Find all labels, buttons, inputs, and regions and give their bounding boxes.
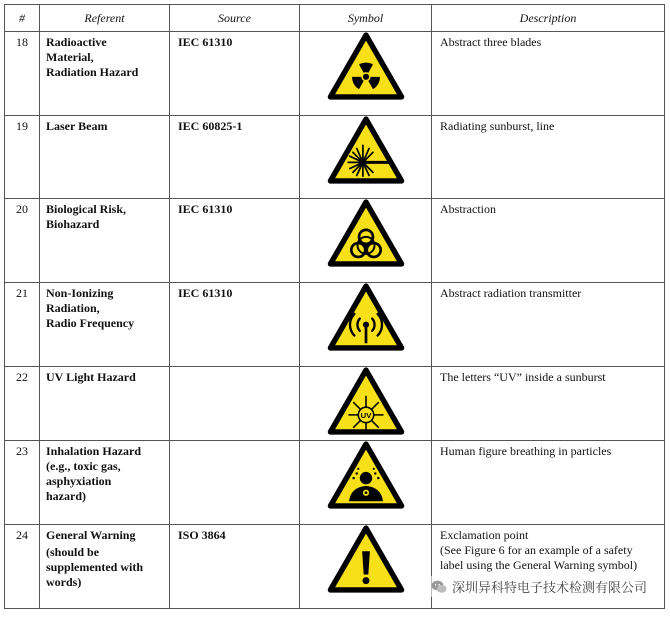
referent-cell bbox=[40, 367, 170, 441]
row-number: 20 bbox=[5, 199, 40, 283]
non-ionizing-radiation-icon bbox=[327, 283, 405, 351]
biohazard-icon bbox=[327, 199, 405, 267]
referent-line: UV Light Hazard bbox=[46, 370, 136, 384]
referent-line: Radio Frequency bbox=[46, 316, 135, 330]
referent-line: Laser Beam bbox=[46, 119, 108, 133]
header-description: Description bbox=[432, 5, 665, 32]
referent-line: hazard) bbox=[46, 489, 86, 503]
inhalation-hazard-icon bbox=[327, 441, 405, 509]
description-cell: Abstraction bbox=[432, 199, 665, 283]
header-num: # bbox=[5, 5, 40, 32]
description-cell: Radiating sunburst, line bbox=[432, 116, 665, 199]
symbol-cell bbox=[300, 283, 432, 367]
symbol-cell bbox=[300, 525, 432, 609]
radiation-trefoil-icon bbox=[327, 32, 405, 100]
table-row bbox=[5, 367, 665, 441]
referent-cell bbox=[40, 283, 170, 367]
header-referent: Referent bbox=[40, 5, 170, 32]
referent-line: Radioactive bbox=[46, 35, 107, 49]
row-number: 24 bbox=[5, 525, 40, 609]
referent-line: Biohazard bbox=[46, 217, 100, 231]
source-cell bbox=[170, 441, 300, 525]
referent-cell bbox=[40, 116, 170, 199]
source-cell: IEC 61310 bbox=[170, 32, 300, 116]
laser-beam-icon bbox=[327, 116, 405, 184]
hazard-symbol-table bbox=[4, 4, 665, 609]
description-note: (See Figure 6 for an example of a safety label using the General Warning symbol) bbox=[440, 543, 638, 572]
row-number: 21 bbox=[5, 283, 40, 367]
row-number: 23 bbox=[5, 441, 40, 525]
symbol-cell bbox=[300, 32, 432, 116]
source-cell: IEC 61310 bbox=[170, 199, 300, 283]
referent-cell bbox=[40, 525, 170, 609]
table-row bbox=[5, 116, 665, 199]
row-number: 19 bbox=[5, 116, 40, 199]
symbol-cell bbox=[300, 441, 432, 525]
referent-line: (e.g., toxic gas, bbox=[46, 459, 121, 473]
description-cell: Abstract three blades bbox=[432, 32, 665, 116]
referent-note: (should be supplemented with words) bbox=[46, 545, 144, 589]
table-row bbox=[5, 283, 665, 367]
description-text: Exclamation point bbox=[440, 528, 529, 542]
wechat-icon bbox=[430, 578, 448, 596]
referent-line: Material, bbox=[46, 50, 94, 64]
source-cell: IEC 60825-1 bbox=[170, 116, 300, 199]
row-number: 18 bbox=[5, 32, 40, 116]
table-row bbox=[5, 32, 665, 116]
header-source: Source bbox=[170, 5, 300, 32]
watermark bbox=[427, 576, 650, 597]
description-cell: Abstract radiation transmitter bbox=[432, 283, 665, 367]
referent-line: Inhalation Hazard bbox=[46, 444, 142, 458]
header-symbol: Symbol bbox=[300, 5, 432, 32]
symbol-cell bbox=[300, 367, 432, 441]
referent-line: Radiation, bbox=[46, 301, 100, 315]
referent-cell bbox=[40, 441, 170, 525]
referent-line: asphyxiation bbox=[46, 474, 112, 488]
source-cell: IEC 61310 bbox=[170, 283, 300, 367]
header-row bbox=[5, 5, 665, 32]
uv-light-icon bbox=[327, 367, 405, 435]
referent-line: Biological Risk, bbox=[46, 202, 127, 216]
description-cell: The letters “UV” inside a sunburst bbox=[432, 367, 665, 441]
source-cell bbox=[170, 367, 300, 441]
referent-line: Radiation Hazard bbox=[46, 65, 139, 79]
symbol-cell bbox=[300, 116, 432, 199]
symbol-cell bbox=[300, 199, 432, 283]
description-cell: Human figure breathing in particles bbox=[432, 441, 665, 525]
referent-cell bbox=[40, 199, 170, 283]
table-row bbox=[5, 199, 665, 283]
uv-letters: UV bbox=[360, 411, 371, 420]
table-row bbox=[5, 441, 665, 525]
row-number: 22 bbox=[5, 367, 40, 441]
referent-line: General Warning bbox=[46, 528, 136, 542]
referent-line: Non-Ionizing bbox=[46, 286, 114, 300]
watermark-text: 深圳异科特电子技术检测有限公司 bbox=[451, 581, 647, 596]
source-cell: ISO 3864 bbox=[170, 525, 300, 609]
referent-cell bbox=[40, 32, 170, 116]
exclamation-warning-icon bbox=[327, 525, 405, 593]
